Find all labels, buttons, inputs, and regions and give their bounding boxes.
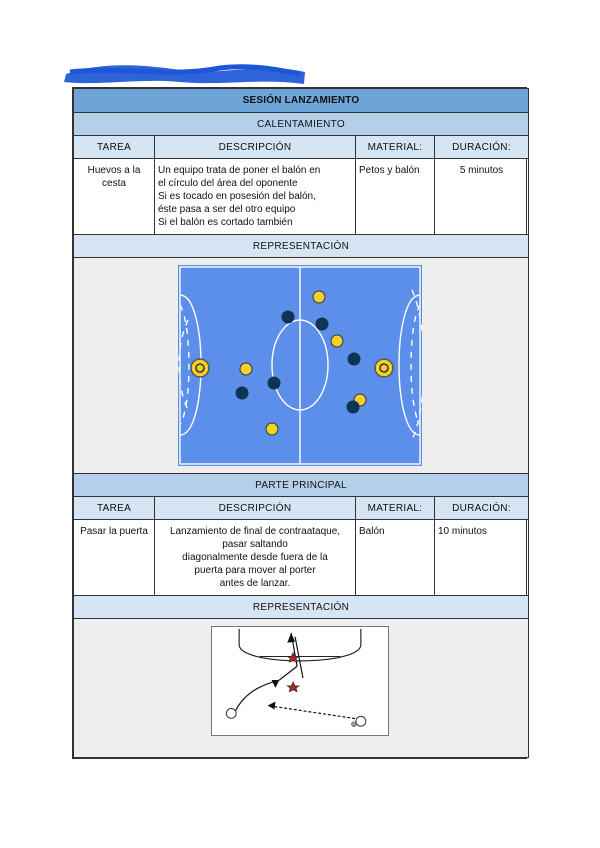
warmup-description-line: éste pasa a ser del otro equipo (158, 204, 296, 215)
warmup-col-description: DESCRIPCIÓN (155, 136, 356, 159)
session-sheet (72, 87, 527, 759)
main-description-line: Lanzamiento de final de contraataque, (169, 526, 341, 537)
arrow-icon (234, 633, 360, 719)
court-diagram (178, 265, 422, 466)
main-col-description: DESCRIPCIÓN (155, 497, 356, 520)
warmup-representation-label: REPRESENTACIÓN (74, 235, 529, 258)
main-col-task: TAREA (74, 497, 155, 520)
warmup-description-line: Si es tocado en posesión del balón, (158, 191, 316, 202)
warmup-section-label: CALENTAMIENTO (74, 113, 529, 136)
main-description-line: diagonalmente desde fuera de la (182, 552, 328, 563)
goal-right-icon (375, 359, 393, 377)
warmup-description (155, 159, 356, 235)
warmup-task: Huevos a la cesta (74, 159, 155, 235)
main-material: Balón (356, 520, 435, 596)
session-title: SESIÓN LANZAMIENTO (74, 89, 529, 113)
main-description-line: antes de lanzar. (219, 578, 291, 589)
main-description-line: puerta para mover al porter (194, 565, 316, 576)
warmup-material: Petos y balón (356, 159, 435, 235)
main-task: Pasar la puerta (74, 520, 155, 596)
main-col-duration: DURACIÓN: (435, 497, 529, 520)
warmup-col-task: TAREA (74, 136, 155, 159)
warmup-col-duration: DURACIÓN: (435, 136, 529, 159)
main-representation (74, 619, 529, 758)
main-col-material: MATERIAL: (356, 497, 435, 520)
main-description (155, 520, 356, 596)
main-representation-label: REPRESENTACIÓN (74, 596, 529, 619)
warmup-description-line: el círculo del área del oponente (158, 178, 298, 189)
session-table (73, 88, 529, 758)
warmup-description-line: Si el balón es cortado también (158, 217, 293, 228)
warmup-description-line: Un equipo trata de poner el balón en (158, 165, 321, 176)
warmup-duration: 5 minutos (435, 159, 529, 235)
main-description-line: pasar saltando (222, 539, 288, 550)
warmup-representation (74, 258, 529, 474)
play-diagram (211, 626, 389, 736)
main-section-label: PARTE PRINCIPAL (74, 474, 529, 497)
goal-left-icon (191, 359, 209, 377)
main-duration: 10 minutos (435, 520, 529, 596)
warmup-col-material: MATERIAL: (356, 136, 435, 159)
redaction-scribble (60, 60, 310, 90)
